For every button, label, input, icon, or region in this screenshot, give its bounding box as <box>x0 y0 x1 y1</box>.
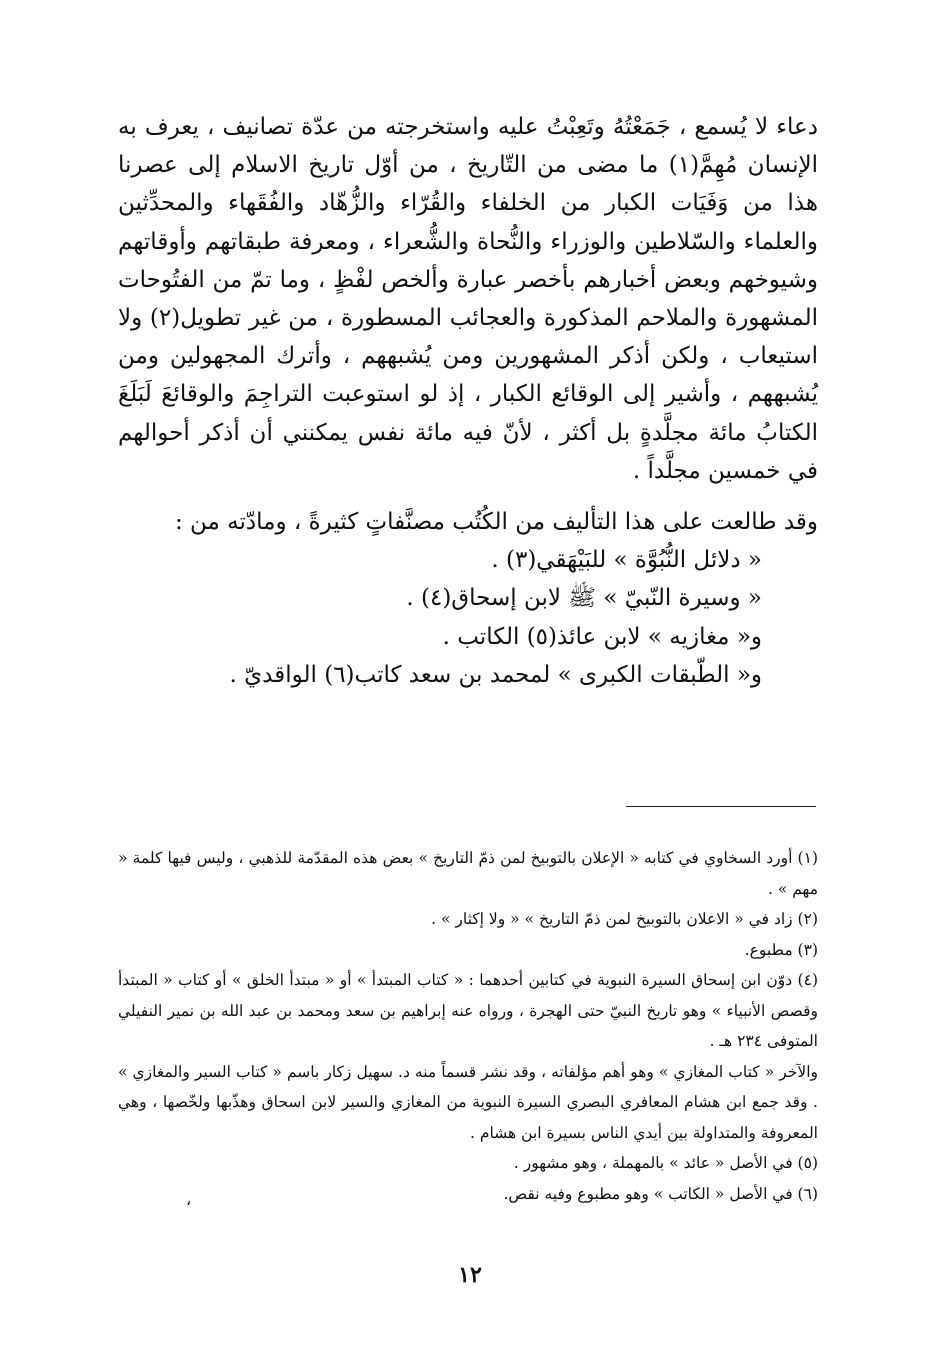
footnote: (١) أورد السخاوي في كتابه « الإعلان بالتوبيخ لمن ذمّ التاريخ » بعض هذه المقدّمة للذهبي ، وليس فيها كلمة « مهم » . <box>118 849 818 898</box>
footnote: (٤) دوّن ابن إسحاق السيرة النبوية في كتابين أحدهما : « كتاب المبتدأ » أو « مبتدأ الخلق » أو كتاب « المبتدأ وقصص الأنبياء » وهو تاريخ النبيّ حتى الهجرة ، ورواه عنه إبراهيم بن سعد ومحمد بن عبد الله بن نمير النفيلي المتوفى ٢٣٤ هـ . <box>118 971 818 1050</box>
body-paragraph: وقد طالعت على هذا التأليف من الكُتُب مصنَّفاتٍ كثيرةً ، ومادّته من : <box>174 509 818 536</box>
source-item: و« الطّبقات الكبرى » لمحمد بن سعد كاتب(٦) الواقديّ . <box>229 661 762 688</box>
main-text <box>118 108 818 694</box>
body-paragraph: دعاء لا يُسمع ، جَمَعْتُهُ وتَعِبْتُ عليه واستخرجته من عدّة تصانيف ، يعرف به الإنسان مُهِمَّ(١) ما مضى من التّاريخ ، من أوّل تاريخ الاسلام إلى عصرنا هذا من وَفَيَات الكبار من الخلفاء والقُرّاء والزُّهّاد والفُقَهاء والمحدِّثين والعلماء والسّلاطين والوزراء والنُّحاة والشُّعراء ، ومعرفة طبقاتهم وأوقاتهم وشيوخهم وبعض أخبارهم بأخصر عبارة وألخص لفْظٍ ، وما تمّ من الفتُوحات المشهورة والملاحم المذكورة والعجائب المسطورة ، من غير تطويل(٢) ولا استيعاب ، ولكن أذكر المشهورين ومن يُشبههم ، وأترك المجهولين ومن يُشبههم ، وأشير إلى الوقائع الكبار ، إذ لو استوعبت التراجِمَ والوقائعَ لَبَلَغَ الكتابُ مائة مجلَّدةٍ بل أكثر ، لأنّ فيه مائة نفس يمكنني أن أذكر أحوالهم في خمسين مجلَّداً . <box>118 114 818 484</box>
page-number: ١٢ <box>458 1262 482 1288</box>
footnotes <box>118 843 818 1209</box>
footnote: (٢) زاد في « الاعلان بالتوبيخ لمن ذمّ التاريخ » « ولا إكثار » . <box>431 910 818 928</box>
footnote-continuation: والآخر « كتاب المغازي » وهو أهم مؤلفاته ، وقد نشر قسماً منه د. سهيل زكار باسم « كتاب السير والمغازي » . وقد جمع ابن هشام المعافري البصري السيرة النبوية من المغازي والسير لابن اسحاق وهذّبها ولخّصها ، وهي المعروفة والمتداولة بين أيدي الناس بسيرة ابن هشام . <box>118 1062 818 1142</box>
source-item: و« مغازيه » لابن عائذ(٥) الكاتب . <box>442 623 762 650</box>
footnote-divider <box>626 806 816 807</box>
source-item: « دلائل النُّبُوَّة » للبَيْهَقي(٣) . <box>491 547 762 574</box>
footnote: (٣) مطبوع. <box>744 940 818 959</box>
source-item: « وسيرة النّبيّ » ﷺ لابن إسحاق(٤) . <box>406 585 762 612</box>
footnote: (٦) في الأصل « الكاتب » وهو مطبوع وفيه نقص. <box>503 1184 818 1203</box>
stray-mark: ، <box>186 1190 192 1209</box>
footnote: (٥) في الأصل « عائد » بالمهملة ، وهو مشهور . <box>513 1154 818 1172</box>
